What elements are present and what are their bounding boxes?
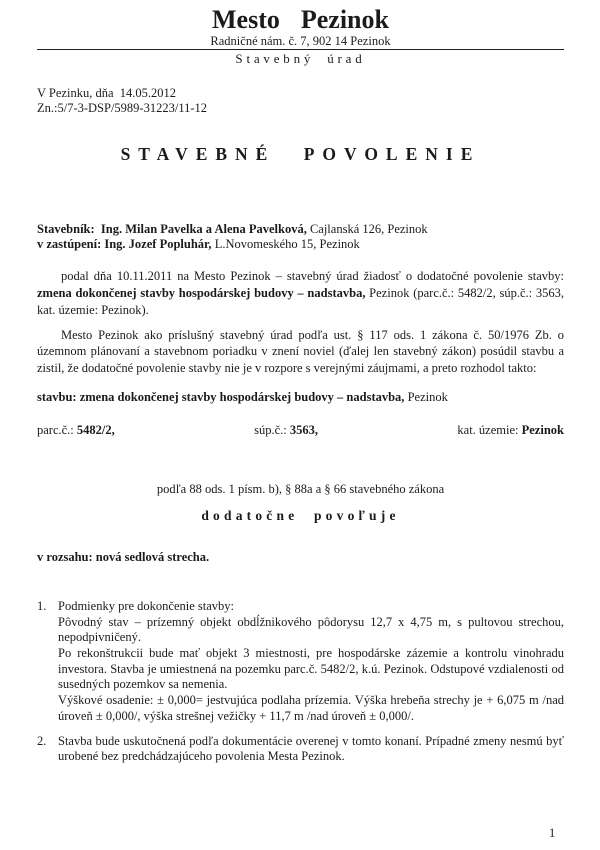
condition-item — [37, 734, 564, 765]
parties-block — [37, 222, 564, 251]
condition-line: Pôvodný stav – prízemný objekt obdĺžnikového pôdorysu 12,7 x 4,75 m, s pultovou strechou, nepodpivničený. — [58, 614, 564, 645]
structure-line — [37, 390, 564, 405]
representative-line — [37, 237, 564, 252]
header-divider — [37, 49, 564, 50]
page-number: 1 — [549, 826, 556, 840]
legal-basis: podľa 88 ods. 1 písm. b), § 88a a § 66 stavebného zákona — [156, 481, 445, 496]
department-name: Stavebný úrad — [235, 51, 366, 66]
house-label: súp.č.: — [254, 422, 290, 437]
letterhead — [37, 6, 564, 66]
cadastre-label: kat. územie: — [457, 422, 522, 437]
house-number — [254, 423, 318, 438]
reference-number: Zn.:5/7-3-DSP/5989-31223/11-12 — [37, 101, 208, 115]
representative-address: L.Novomeského 15, Pezinok — [211, 236, 360, 251]
parcel-value: 5482/2, — [76, 422, 115, 437]
structure-name: stavbu: zmena dokončenej stavby hospodárskej budovy – nadstavba, — [37, 389, 405, 404]
place-and-date: V Pezinku, dňa 14.05.2012 — [37, 86, 176, 100]
house-value: 3563, — [289, 422, 319, 437]
parcel-row — [37, 423, 564, 438]
document-title: STAVEBNÉ POVOLENIE — [120, 144, 481, 164]
organization-address: Radničné nám. č. 7, 902 14 Pezinok — [210, 34, 391, 48]
structure-location: Pezinok — [404, 389, 448, 404]
builder-name: Stavebník: Ing. Milan Pavelka a Alena Pavelková, — [37, 222, 307, 236]
condition-number: 2. — [37, 733, 47, 748]
cadastre-area — [457, 423, 564, 438]
condition-line: Po rekonštrukcii bude mať objekt 3 miestnosti, pre hospodárske zázemie a kontrolu vinohradu investora. Stavba je umiestnená na pozemku parc.č. 5482/2, k.ú. Pezinok. Odstupové vzdialenosti od susedných pozemkov sa nemenia. — [58, 646, 564, 692]
request-text-post: Pezinok (parc.č.: 5482/2, súp.č.: 3563, kat. územie: Pezinok). — [37, 285, 564, 317]
document-meta — [37, 86, 564, 116]
conditions-list — [37, 599, 564, 765]
representative-name: v zastúpení: Ing. Jozef Popluhár, — [37, 236, 212, 251]
scope-line: v rozsahu: nová sedlová strecha. — [37, 549, 210, 564]
condition-text — [58, 734, 564, 765]
builder-line — [37, 222, 564, 237]
verdict-line: dodatočne povoľuje — [201, 507, 400, 523]
condition-number: 1. — [37, 598, 47, 613]
organization-name: Mesto Pezinok — [212, 5, 389, 34]
request-structure-name: zmena dokončenej stavby hospodárskej budovy – nadstavba, — [37, 285, 366, 300]
parcel-label: parc.č.: — [37, 422, 77, 437]
condition-text — [58, 599, 564, 725]
parcel-number — [37, 423, 115, 438]
request-text-pre: podal dňa 10.11.2011 na Mesto Pezinok – stavebný úrad žiadosť o dodatočné povolenie stavby: — [61, 269, 564, 284]
condition-item — [37, 599, 564, 725]
condition-line: Stavba bude uskutočnená podľa dokumentácie overenej v tomto konaní. Prípadné zmeny nesmú byť urobené bez predchádzajúceho povolenia Mesta Pezinok. — [58, 733, 564, 764]
assessment-paragraph: Mesto Pezinok ako príslušný stavebný úrad podľa ust. § 117 ods. 1 zákona č. 50/1976 Zb. o územnom plánovaní a stavebnom poriadku v znení noviel (ďalej len stavebný zákon) posúdil stavbu a zistil, že dodatočné povolenie stavby nie je v rozpore s verejnými záujmami, a preto rozhodol takto: — [37, 327, 564, 376]
request-paragraph — [37, 268, 564, 318]
cadastre-value: Pezinok — [521, 422, 564, 437]
builder-address: Cajlanská 126, Pezinok — [306, 222, 428, 236]
condition-line: Podmienky pre dokončenie stavby: — [58, 598, 235, 613]
condition-line: Výškové osadenie: ± 0,000= jestvujúca podlaha prízemia. Výška hrebeňa strechy je + 6,075 m /nad úroveň ± 0,000/, výška strešnej vežičky + 11,7 m /nad úroveň ± 0,000/. — [58, 693, 564, 723]
